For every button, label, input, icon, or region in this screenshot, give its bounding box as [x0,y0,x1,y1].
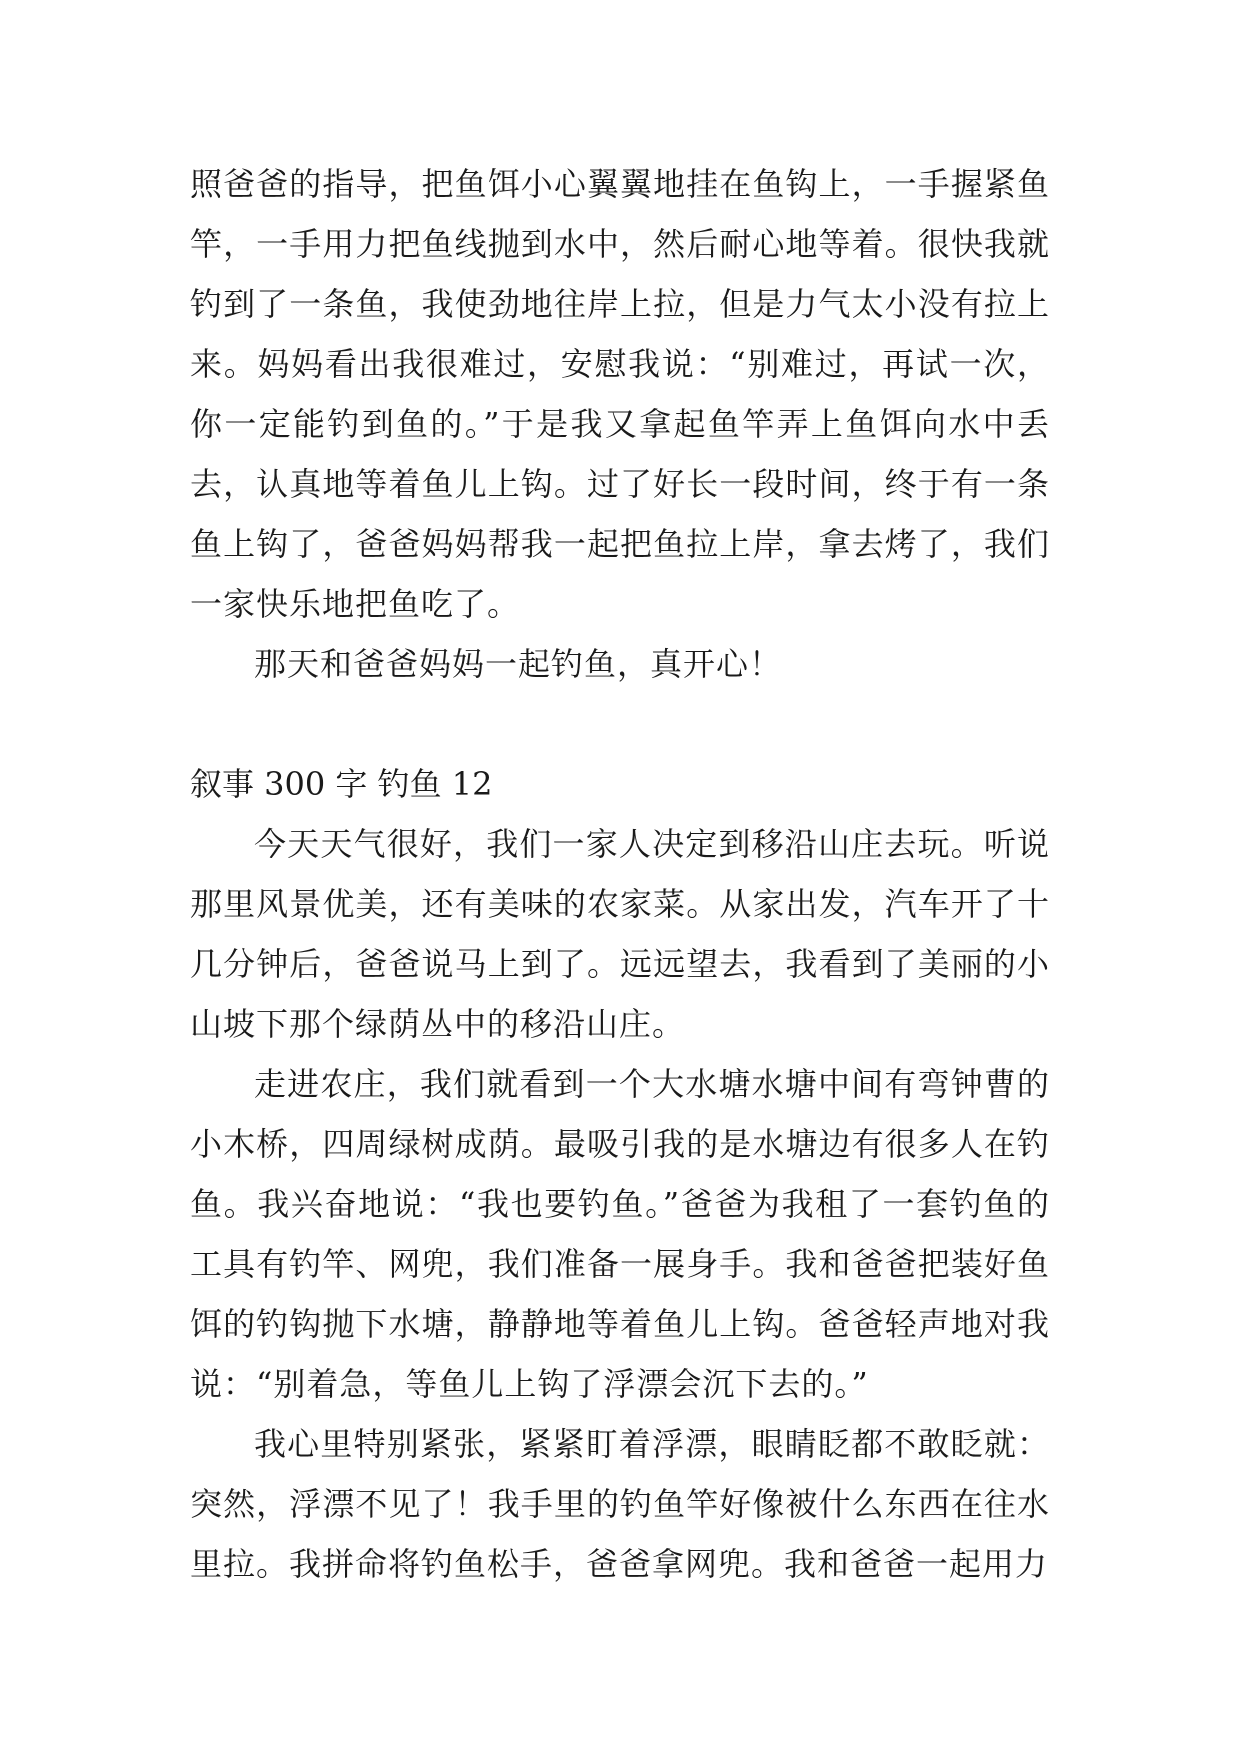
document-page [190,154,1050,1594]
paragraph: 我心里特别紧张，紧紧盯着浮漂，眼睛眨都不敢眨就：突然，浮漂不见了！我手里的钓鱼竿好像被什么东西在往水里拉。我拼命将钓鱼松手，爸爸拿网兜。我和爸爸一起用力 [190,1425,1050,1583]
paragraph: 今天天气很好，我们一家人决定到移沿山庄去玩。听说那里风景优美，还有美味的农家菜。从家出发，汽车开了十几分钟后，爸爸说马上到了。远远望去，我看到了美丽的小山坡下那个绿荫丛中的移沿山庄。 [190,825,1050,1043]
paragraph: 那天和爸爸妈妈一起钓鱼，真开心！ [254,645,783,683]
paragraph: 走进农庄，我们就看到一个大水塘水塘中间有弯钟曹的小木桥，四周绿树成荫。最吸引我的是水塘边有很多人在钓鱼。我兴奋地说：“我也要钓鱼。”爸爸为我租了一套钓鱼的工具有钓竿、网兜，我们准备一展身手。我和爸爸把装好鱼饵的钓钩抛下水塘，静静地等着鱼儿上钩。爸爸轻声地对我说：“别着急，等鱼儿上钩了浮漂会沉下去的。” [190,1065,1050,1403]
section-heading: 叙事 300 字 钓鱼 12 [190,765,493,803]
paragraph: 照爸爸的指导，把鱼饵小心翼翼地挂在鱼钩上，一手握紧鱼竿，一手用力把鱼线抛到水中，然后耐心地等着。很快我就钓到了一条鱼，我使劲地往岸上拉，但是力气太小没有拉上来。妈妈看出我很难过，安慰我说：“别难过，再试一次，你一定能钓到鱼的。”于是我又拿起鱼竿弄上鱼饵向水中丢去，认真地等着鱼儿上钩。过了好长一段时间，终于有一条鱼上钩了，爸爸妈妈帮我一起把鱼拉上岸，拿去烤了，我们一家快乐地把鱼吃了。 [190,165,1050,623]
